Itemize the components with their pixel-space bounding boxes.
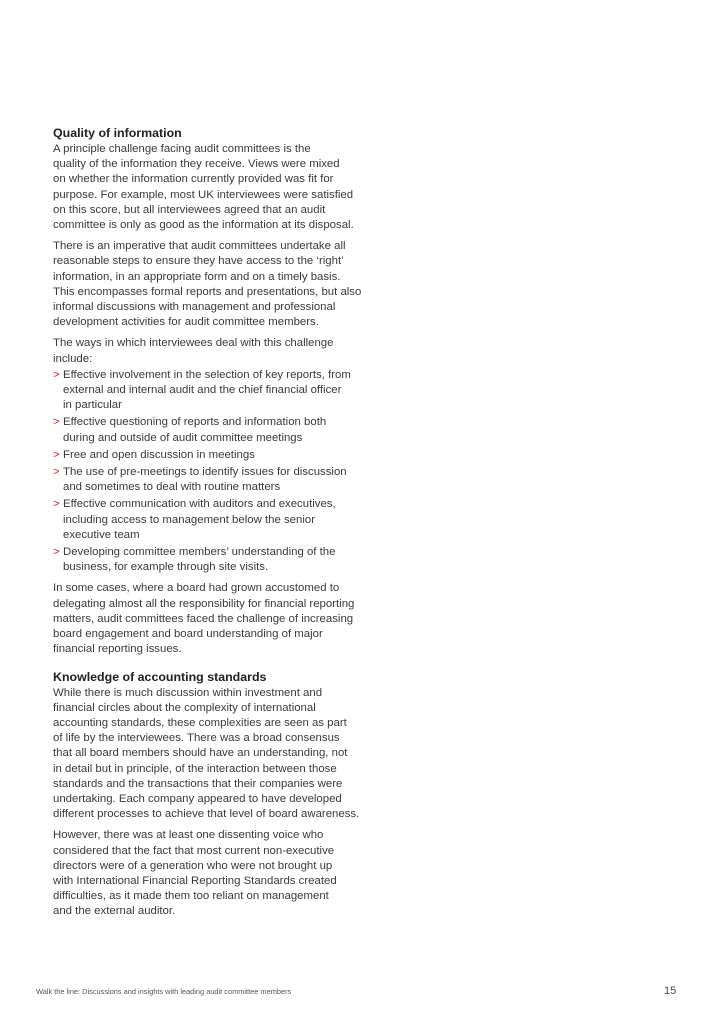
- list-item-text: The use of pre-meetings to identify issues for discussion and sometimes to deal with routine matters: [63, 466, 347, 494]
- bullet-marker: >: [53, 498, 60, 511]
- list-item: [53, 545, 363, 575]
- footer-title: Walk the line: Discussions and insights with leading audit committee members: [36, 987, 292, 996]
- bullet-marker: >: [53, 448, 60, 461]
- list-item: [53, 465, 363, 495]
- paragraph: A principle challenge facing audit committees is the quality of the information they receive. Views were mixed on whether the information currently provided was fit for purpose. For example, most UK interviewees were satisfied on this score, but all interviewees agreed that an audit committee is only as good as the information at its disposal.: [53, 143, 354, 232]
- list-item-text: Developing committee members’ understanding of the business, for example through site visits.: [63, 546, 336, 574]
- list-item: [53, 368, 363, 414]
- list-item: [53, 448, 363, 463]
- paragraph: While there is much discussion within investment and financial circles about the complexity of international accounting standards, these complexities are seen as part of life by the interviewees. There was a broad consensus that all board members should have an understanding, not in detail but in principle, of the interaction between those standards and the transactions that their companies were undertaking. Each company appeared to have developed different processes to achieve that level of board awareness.: [53, 686, 360, 821]
- bullet-marker: >: [53, 416, 60, 429]
- list-item-text: Effective involvement in the selection of key reports, from external and internal audit and the chief financial officer in particular: [63, 368, 351, 412]
- list-item-text: Free and open discussion in meetings: [63, 448, 255, 461]
- main-column: [53, 126, 363, 926]
- bullet-list: [53, 368, 363, 576]
- paragraph: In some cases, where a board had grown accustomed to delegating almost all the responsibility for financial reporting matters, audit committees faced the challenge of increasing board engagement and board understanding of major financial reporting issues.: [53, 582, 355, 656]
- bullet-marker: >: [53, 546, 60, 559]
- paragraph: There is an imperative that audit committees undertake all reasonable steps to ensure they have access to the ‘right’ information, in an appropriate form and on a timely basis. This encompasses formal reports and presentations, but also informal discussions with management and professional development activities for audit committee members.: [53, 240, 362, 329]
- list-item: [53, 497, 363, 543]
- bullet-marker: >: [53, 466, 60, 479]
- bullet-marker: >: [53, 368, 60, 381]
- list-item-text: Effective questioning of reports and information both during and outside of audit committee meetings: [63, 416, 327, 444]
- section-heading-quality: Quality of information: [53, 126, 182, 140]
- list-item: [53, 415, 363, 445]
- paragraph: The ways in which interviewees deal with this challenge include:: [53, 337, 334, 365]
- paragraph: However, there was at least one dissenting voice who considered that the fact that most current non-executive directors were of a generation who were not brought up with International Financial Reporting Standards created difficulties, as it made them too reliant on management and the external auditor.: [53, 829, 337, 918]
- list-item-text: Effective communication with auditors and executives, including access to management below the senior executive team: [63, 498, 336, 541]
- section-heading-accounting-standards: Knowledge of accounting standards: [53, 669, 267, 684]
- page-number: 15: [664, 985, 677, 997]
